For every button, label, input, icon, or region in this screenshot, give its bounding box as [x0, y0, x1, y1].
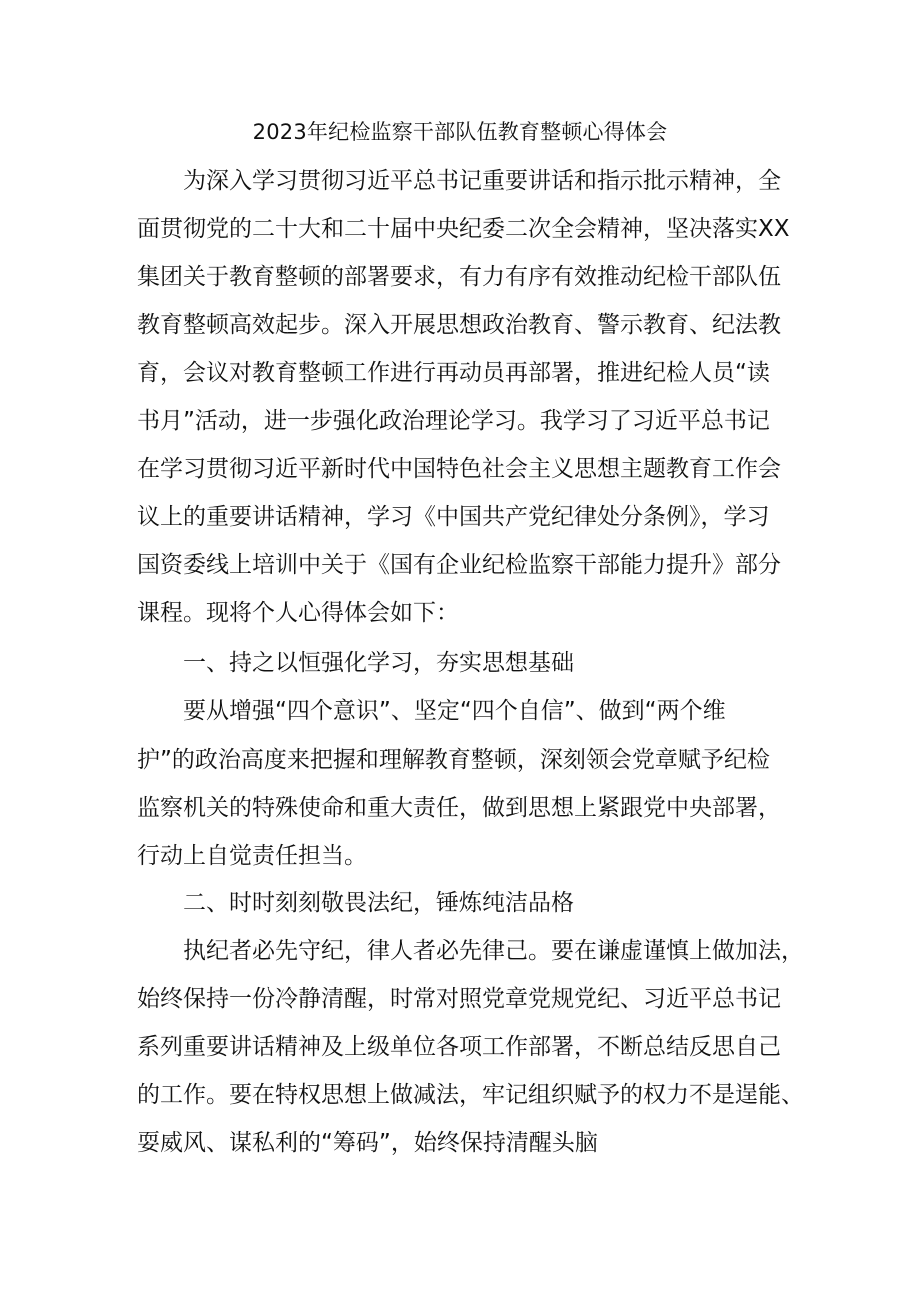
body-line: 为深入学习贯彻习近平总书记重要讲话和指示批示精神，全 [183, 168, 781, 194]
body-line: 教育整顿高效起步。深入开展思想政治教育、警示教育、纪法教 [137, 312, 781, 338]
document-title: 2023年纪检监察干部队伍教育整顿心得体会 [252, 120, 668, 144]
body-line: 护”的政治高度来把握和理解教育整顿，深刻领会党章赋予纪检 [137, 747, 770, 773]
body-line: 始终保持一份冷静清醒，时常对照党章党规党纪、习近平总书记 [137, 986, 781, 1012]
body-line: 育，会议对教育整顿工作进行再动员再部署，推进纪检人员“读 [137, 360, 770, 386]
body-line: 系列重要讲话精神及上级单位各项工作部署，不断总结反思自己 [137, 1034, 781, 1060]
body-line: 的工作。要在特权思想上做减法，牢记组织赋予的权力不是逞能、 [137, 1082, 804, 1108]
body-line: 要从增强“四个意识”、坚定“四个自信”、做到“两个维 [183, 698, 726, 724]
body-line: 面贯彻党的二十大和二十届中央纪委二次全会精神，坚决落实XX [137, 216, 790, 242]
body-line: 书月”活动，进一步强化政治理论学习。我学习了习近平总书记 [137, 408, 770, 434]
body-line: 监察机关的特殊使命和重大责任，做到思想上紧跟党中央部署， [137, 795, 781, 821]
body-line: 行动上自觉责任担当。 [137, 843, 367, 869]
body-line: 在学习贯彻习近平新时代中国特色社会主义思想主题教育工作会 [137, 456, 781, 482]
body-line: 课程。现将个人心得体会如下： [137, 600, 459, 626]
section-heading: 二、时时刻刻敬畏法纪，锤炼纯洁品格 [183, 890, 574, 916]
body-line: 耍威风、谋私利的“筹码”，始终保持清醒头脑 [137, 1130, 598, 1156]
body-line: 执纪者必先守纪，律人者必先律己。要在谦虚谨慎上做加法， [183, 938, 804, 964]
body-line: 集团关于教育整顿的部署要求，有力有序有效推动纪检干部队伍 [137, 264, 781, 290]
body-line: 议上的重要讲话精神，学习《中国共产党纪律处分条例》，学习 [137, 504, 770, 530]
body-line: 国资委线上培训中关于《国有企业纪检监察干部能力提升》部分 [137, 552, 781, 578]
section-heading: 一、持之以恒强化学习，夯实思想基础 [183, 650, 574, 676]
